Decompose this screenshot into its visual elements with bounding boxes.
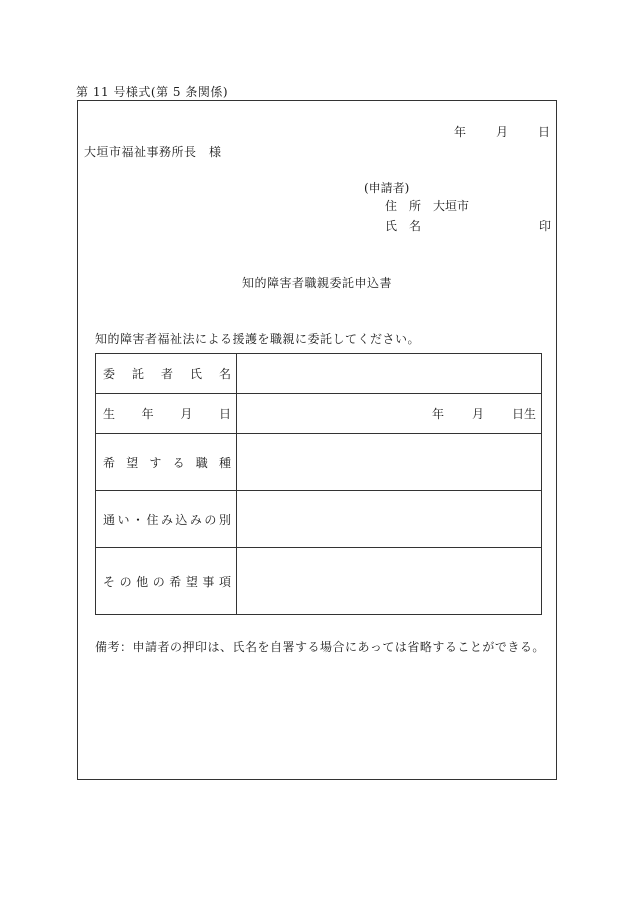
label-char: 名 [218, 367, 231, 381]
name-label: 氏 名 [385, 219, 422, 233]
label-char: 氏 [189, 367, 202, 381]
row-label-birth-date [96, 394, 237, 434]
form-number: 第 11 号様式(第 5 条関係) [76, 85, 229, 99]
document-title: 知的障害者職親委託申込書 [241, 276, 392, 290]
date-month-label: 月 [495, 125, 508, 139]
label-char: 者 [160, 367, 173, 381]
label-char: そ [103, 574, 116, 589]
label-char: み [189, 512, 202, 527]
seal-mark: 印 [538, 219, 551, 233]
row-label-other-wishes [96, 548, 237, 615]
label-char: 希 [103, 455, 116, 470]
date-day-label: 日 [537, 125, 550, 139]
birth-month-label: 月 [471, 407, 484, 421]
consignee-name-field[interactable] [237, 354, 542, 394]
label-char: の [119, 574, 132, 589]
date-year-label: 年 [453, 125, 466, 139]
label-char: 希 [169, 574, 182, 589]
label-char: い [117, 512, 130, 527]
form-frame [77, 100, 557, 780]
birth-day-label: 日生 [511, 407, 536, 421]
row-label-commute-or-live-in [96, 491, 237, 548]
table-row [96, 394, 542, 434]
birth-year-label: 年 [431, 407, 444, 421]
label-char: の [204, 512, 217, 527]
applicant-name-row [385, 217, 551, 234]
label-char: の [152, 574, 165, 589]
label-char: 月 [180, 407, 193, 421]
date-line [424, 123, 550, 140]
label-char: 項 [218, 574, 231, 589]
addressee: 大垣市福祉事務所長 様 [84, 145, 222, 159]
label-char: 職 [195, 455, 208, 470]
applicant-label: (申請者) [364, 181, 410, 195]
table-row [96, 491, 542, 548]
address-value: 大垣市 [433, 199, 470, 213]
label-char: 望 [126, 455, 139, 470]
table-row [96, 548, 542, 615]
label-char: み [160, 512, 173, 527]
label-char: 事 [202, 574, 215, 589]
label-char: 別 [218, 512, 231, 527]
label-char: 通 [103, 512, 116, 527]
table-row [96, 434, 542, 491]
commute-or-live-in-field[interactable] [237, 491, 542, 548]
label-char: 託 [131, 367, 144, 381]
label-char: 生 [103, 407, 116, 421]
table-row [96, 354, 542, 394]
label-char: 込 [175, 512, 188, 527]
address-label: 住 所 [385, 199, 422, 213]
application-table [95, 353, 542, 615]
row-label-consignee-name [96, 354, 237, 394]
label-char: 種 [218, 455, 231, 470]
label-char: る [172, 455, 185, 470]
label-char: す [149, 455, 162, 470]
label-char: 他 [136, 574, 149, 589]
label-char: 年 [141, 407, 154, 421]
applicant-address-row [385, 197, 469, 214]
row-label-desired-occupation [96, 434, 237, 491]
desired-occupation-field[interactable] [237, 434, 542, 491]
label-char: ・ [131, 512, 144, 527]
label-char: 望 [185, 574, 198, 589]
intro-text: 知的障害者福祉法による援護を職親に委託してください。 [95, 332, 421, 346]
other-wishes-field[interactable] [237, 548, 542, 615]
label-char: 委 [103, 367, 116, 381]
label-char: 住 [146, 512, 159, 527]
remarks-note: 備考：申請者の押印は、氏名を自署する場合にあっては省略することができる。 [95, 640, 545, 654]
label-char: 日 [218, 407, 231, 421]
birth-date-field[interactable] [237, 394, 542, 434]
